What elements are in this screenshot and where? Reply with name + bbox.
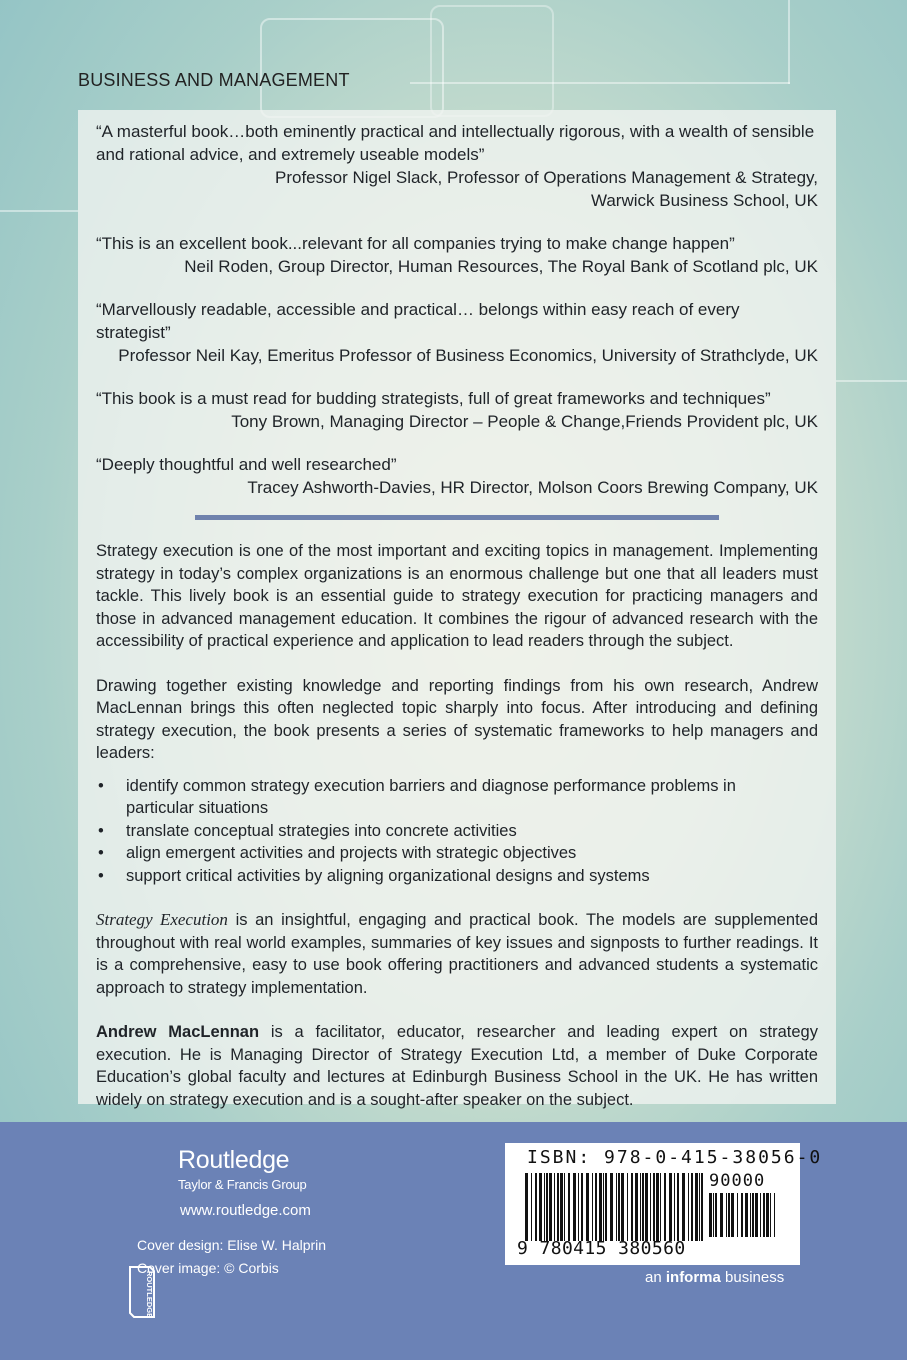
quote-attribution: Tony Brown, Managing Director – People & Change,Friends Provident plc, UK [231, 412, 818, 431]
barcode-stripe [640, 1173, 641, 1241]
barcode-stripe [774, 1193, 775, 1237]
isbn-barcode [505, 1143, 823, 1265]
endorsement-quote [96, 453, 818, 499]
barcode-stripe [616, 1173, 617, 1241]
barcode-stripe [660, 1173, 661, 1241]
barcode-stripe [677, 1173, 679, 1241]
barcode-stripe [564, 1173, 565, 1241]
barcode-stripe [691, 1173, 693, 1241]
barcode-stripe [560, 1173, 563, 1241]
content-panel [78, 110, 836, 1109]
barcode-stripe [669, 1173, 672, 1241]
barcode-stripe [713, 1193, 714, 1237]
quote-text: “Deeply thoughtful and well researched” [96, 455, 397, 474]
cover-image-credit: Cover image: © Corbis [137, 1260, 279, 1276]
barcode-stripe [592, 1173, 593, 1241]
author-bio [96, 1021, 818, 1111]
barcode-stripe [627, 1173, 628, 1241]
barcode-stripe [578, 1173, 579, 1241]
barcode-addon-bars [709, 1193, 775, 1237]
background-decoration [836, 380, 907, 382]
barcode-stripe [760, 1193, 761, 1237]
informa-brand: informa [665, 1269, 721, 1286]
barcode-stripe [535, 1173, 537, 1241]
barcode-stripe [557, 1173, 559, 1241]
barcode-stripe [752, 1193, 754, 1237]
barcode-stripe [546, 1173, 548, 1241]
endorsement-quote [96, 298, 818, 367]
quote-text: “A masterful book…both eminently practical and intellectually rigorous, with a wealth of sensible and rational advice, and extremely useable models” [96, 122, 815, 164]
barcode-bars [525, 1173, 703, 1241]
list-item: • translate conceptual strategies into concrete activities [96, 820, 818, 843]
routledge-logo-text: ROUTLEDGE [145, 1271, 154, 1319]
barcode-stripe [737, 1193, 738, 1237]
category-label: BUSINESS AND MANAGEMENT [78, 70, 350, 90]
barcode-stripe [664, 1173, 666, 1241]
isbn-label: ISBN: 978-0-415-38056-0 [527, 1147, 823, 1168]
barcode-stripe [682, 1173, 685, 1241]
quote-attribution: Warwick Business School, UK [590, 191, 818, 210]
barcode-stripe [599, 1173, 602, 1241]
barcode-stripe [586, 1173, 589, 1241]
background-decoration [788, 0, 790, 84]
author-name: Andrew MacLennan [96, 1023, 260, 1041]
quote-attribution: Professor Neil Kay, Emeritus Professor of Business Economics, University of Strathclyde, UK [118, 346, 818, 365]
barcode-stripe [715, 1193, 717, 1237]
barcode-stripe [755, 1193, 758, 1237]
quote-attribution: Tracey Ashworth-Davies, HR Director, Molson Coors Brewing Company, UK [247, 478, 818, 497]
barcode-stripe [525, 1173, 528, 1241]
barcode-stripe [631, 1173, 633, 1241]
barcode-stripe [688, 1173, 689, 1241]
barcode-stripe [554, 1173, 555, 1241]
endorsement-quote [96, 232, 818, 278]
barcode-stripe [595, 1173, 597, 1241]
informa-prefix: an [645, 1269, 666, 1286]
barcode-stripe [674, 1173, 675, 1241]
barcode-stripe [603, 1173, 604, 1241]
publisher-url[interactable]: www.routledge.com [180, 1202, 311, 1219]
list-item: • support critical activities by aligning organizational designs and systems [96, 865, 818, 888]
endorsement-quote [96, 120, 818, 212]
barcode-stripe [763, 1193, 765, 1237]
barcode-stripe [731, 1193, 734, 1237]
barcode-stripe [701, 1173, 703, 1241]
price-code: 90000 [709, 1171, 766, 1191]
quote-text: “This is an excellent book...relevant for all companies trying to make change happen” [96, 234, 735, 253]
barcode-stripe [581, 1173, 583, 1241]
barcode-stripe [699, 1173, 700, 1241]
background-decoration [0, 210, 78, 212]
section-divider [195, 515, 719, 520]
description-paragraph: Strategy execution is one of the most important and exciting topics in management. Implementing strategy in today’s complex organizations is an enormous challenge but one that all leaders must tackle. This lively book is an essential guide to strategy execution for practicing managers and those in advanced management education. It combines the rigour of advanced research with the accessibility of practical experience and application to lead readers through the subject. [96, 542, 818, 650]
publisher-name: Routledge [178, 1146, 290, 1174]
informa-suffix: business [720, 1269, 785, 1286]
publisher-group: Taylor & Francis Group [178, 1177, 307, 1192]
book-title: Strategy Execution [96, 910, 228, 929]
barcode-stripe [573, 1173, 576, 1241]
barcode-stripe [618, 1173, 620, 1241]
barcode-stripe [621, 1173, 624, 1241]
quote-text: “Marvellously readable, accessible and practical… belongs within easy reach of every strategist” [96, 300, 740, 342]
barcode-number: 9 780415 380560 [517, 1238, 686, 1259]
quote-text: “This book is a must read for budding strategists, full of great frameworks and techniques” [96, 389, 771, 408]
barcode-stripe [568, 1173, 570, 1241]
description-paragraph [96, 909, 818, 999]
barcode-stripe [549, 1173, 552, 1241]
barcode-stripe [720, 1193, 723, 1237]
barcode-stripe [766, 1193, 769, 1237]
barcode-stripe [728, 1193, 730, 1237]
barcode-stripe [656, 1173, 659, 1241]
barcode-stripe [539, 1173, 542, 1241]
barcode-stripe [750, 1193, 751, 1237]
barcode-stripe [741, 1193, 743, 1237]
barcode-stripe [726, 1193, 727, 1237]
background-decoration [430, 5, 554, 117]
barcode-stripe [642, 1173, 644, 1241]
barcode-stripe [605, 1173, 607, 1241]
barcode-stripe [770, 1193, 771, 1237]
barcode-stripe [610, 1173, 613, 1241]
barcode-stripe [544, 1173, 545, 1241]
list-item: • identify common strategy execution barriers and diagnose performance problems in particular situations [96, 775, 818, 820]
informa-tagline [645, 1269, 784, 1286]
barcode-stripe [531, 1173, 532, 1241]
description-text: is an insightful, engaging and practical book. The models are supplemented throughout with real world examples, summaries of key issues and signposts to further readings. It is a comprehensive, easy to use book offering practitioners and advanced students a systematic approach to strategy implementation. [96, 911, 819, 997]
barcode-stripe [635, 1173, 638, 1241]
barcode-stripe [709, 1193, 712, 1237]
author-bio-text: is a facilitator, educator, researcher and leading expert on strategy execution. He is Managing Director of Strategy Execution Ltd, a member of Duke Corporate Education’s global faculty and lectures at Edinburgh Business School in the UK. He has written widely on strategy execution and is a sought-after speaker on the subject. [96, 1023, 818, 1109]
barcode-stripe [695, 1173, 698, 1241]
barcode-stripe [650, 1173, 651, 1241]
cover-design-credit: Cover design: Elise W. Halprin [137, 1237, 327, 1253]
background-decoration [260, 18, 444, 118]
barcode-stripe [645, 1173, 648, 1241]
barcode-stripe [653, 1173, 655, 1241]
endorsement-quote [96, 387, 818, 433]
quote-attribution: Neil Roden, Group Director, Human Resources, The Royal Bank of Scotland plc, UK [184, 257, 818, 276]
background-decoration [410, 82, 790, 84]
list-item: • align emergent activities and projects with strategic objectives [96, 842, 818, 865]
barcode-stripe [745, 1193, 748, 1237]
description-paragraph: Drawing together existing knowledge and reporting findings from his own research, Andrew MacLennan brings this often neglected topic sharply into focus. After introducing and defining strategy execution, the book presents a series of systematic frameworks to help managers and leaders: [96, 676, 818, 762]
quote-attribution: Professor Nigel Slack, Professor of Operations Management & Strategy, [275, 168, 818, 187]
framework-list [96, 775, 818, 888]
